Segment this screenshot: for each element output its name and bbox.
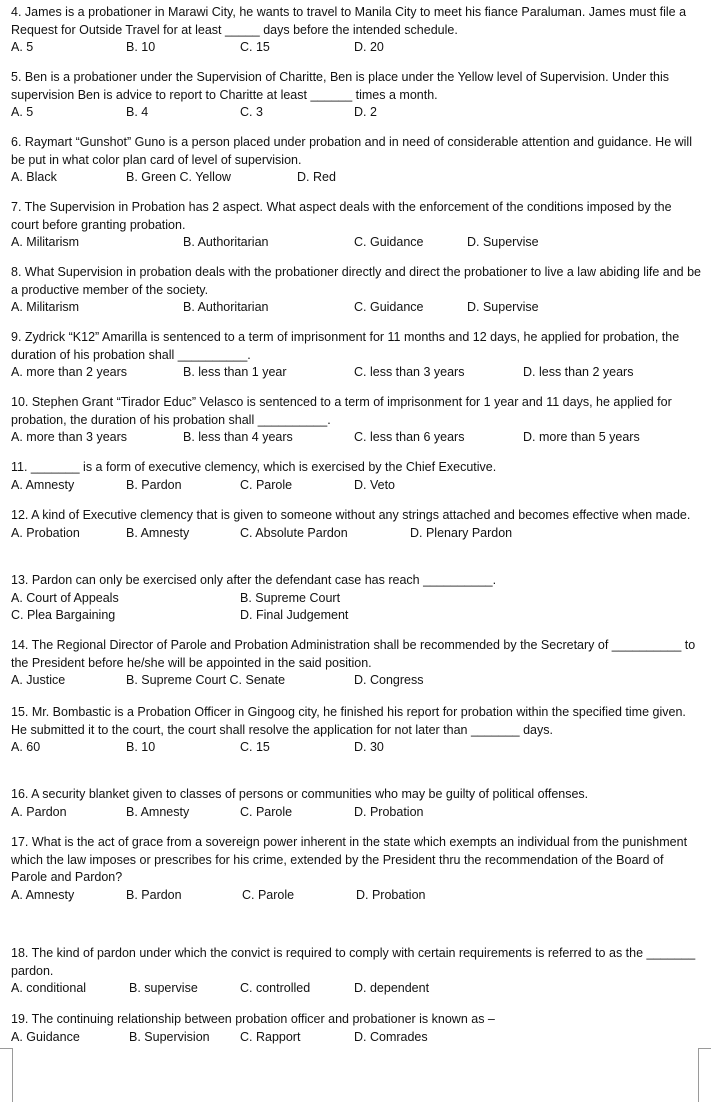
option-b: B. Authoritarian [183,235,269,249]
question-9 [11,329,701,382]
answer-options [11,804,701,822]
question-stem: 5. Ben is a probationer under the Supervision of Charitte, Ben is place under the Yellow level of Supervision. Under this supervision Ben is advice to report to Charitte at least ______ times a month. [11,70,670,102]
option-b: B. supervise [129,981,198,995]
option-d: D. Supervise [467,235,539,249]
option-c: C. controlled [240,981,311,995]
answer-options [11,672,701,690]
option-c: C. Parole [240,477,293,492]
option-b: B. 4 [126,105,149,119]
answer-options [11,104,701,122]
option-a: A. 5 [11,105,34,119]
answer-options [11,1029,701,1047]
option-d: D. dependent [354,981,430,995]
option-a: A. Court of Appeals [11,590,119,605]
question-4 [11,4,701,57]
answer-options [11,39,701,57]
option-b: B. 10 [126,40,156,54]
answer-options-row-1 [11,590,701,608]
page-corner-mark-right [698,1048,711,1102]
option-c: C. Rapport [240,1029,301,1044]
option-a: A. Amnesty [11,887,75,902]
option-b: B. Amnesty [126,525,190,540]
question-stem: 4. James is a probationer in Marawi City, he wants to travel to Manila City to meet his fiance Paraluman. James must file a Request for Outside Travel for at least _____ days before the intended schedule. [11,5,687,37]
option-d: D. 2 [354,105,377,119]
question-16 [11,786,701,821]
option-b: B. less than 1 year [183,365,287,379]
question-stem: 18. The kind of pardon under which the convict is required to comply with certain requirements is referred to as the _______ pardon. [11,946,696,978]
question-stem: 10. Stephen Grant “Tirador Educ” Velasco is sentenced to a term of imprisonment for 1 year and 11 days, he applied for probation, the duration of his probation shall __________. [11,395,672,427]
option-a: A. Militarism [11,300,80,314]
question-11 [11,459,701,494]
option-c: C. less than 6 years [354,430,465,444]
option-c: C. Absolute Pardon [240,525,348,540]
question-10 [11,394,701,447]
question-15 [11,704,701,757]
option-a: A. Guidance [11,1029,80,1044]
answer-options [11,525,701,543]
option-c: C. Guidance [354,300,424,314]
option-d: D. more than 5 years [523,430,640,444]
option-c: C. 15 [240,740,270,754]
option-b: B. Amnesty [126,804,190,819]
option-b: B. Supervision [129,1029,210,1044]
answer-options-row-2 [11,607,701,625]
option-a: A. more than 2 years [11,365,128,379]
question-8 [11,264,701,317]
option-a: A. Militarism [11,235,80,249]
option-d: D. Probation [356,887,426,902]
option-d: D. Final Judgement [240,608,349,622]
option-a: A. Probation [11,525,80,540]
question-13 [11,572,701,625]
answer-options [11,739,701,757]
question-stem: 15. Mr. Bombastic is a Probation Officer in Gingoog city, he finished his report for probation within the specified time given. He submitted it to the court, the court shall resolve the application for not later than _______ days. [11,705,686,737]
question-stem: 11. _______ is a form of executive clemency, which is exercised by the Chief Executive. [11,460,497,474]
question-17 [11,834,701,904]
option-a: A. Pardon [11,804,67,819]
answer-options [11,364,701,382]
question-stem: 9. Zydrick “K12” Amarilla is sentenced to a term of imprisonment for 11 months and 12 days, he applied for probation, the duration of his probation shall __________. [11,330,680,362]
question-stem: 17. What is the act of grace from a sovereign power inherent in the state which exempts an individual from the punishment which the law imposes or prescribes for his crime, extended by the President thru the recommendation of the Board of Parole and Pardon? [11,835,688,884]
question-19 [11,1011,701,1046]
question-stem: 19. The continuing relationship between probation officer and probationer is known as – [11,1012,495,1026]
option-a: A. Black [11,170,57,184]
option-c: C. Guidance [354,235,424,249]
option-d: D. Supervise [467,300,539,314]
option-d: D. Red [297,170,336,184]
option-d: D. Probation [354,804,424,819]
answer-options [11,429,701,447]
option-c: C. less than 3 years [354,365,465,379]
option-b: B. 10 [126,740,156,754]
question-stem: 13. Pardon can only be exercised only after the defendant case has reach __________. [11,573,497,587]
option-c: C. Parole [240,804,293,819]
option-a: A. conditional [11,981,87,995]
option-b: B. Pardon [126,477,182,492]
option-d: D. Veto [354,477,395,492]
answer-options [11,477,701,495]
question-stem: 7. The Supervision in Probation has 2 aspect. What aspect deals with the enforcement of the conditions imposed by the court before granting probation. [11,200,672,232]
question-5 [11,69,701,122]
question-14 [11,637,701,690]
option-a: A. 60 [11,740,41,754]
question-stem: 12. A kind of Executive clemency that is given to someone without any strings attached and becomes effective when made. [11,508,691,522]
option-c: C. Plea Bargaining [11,608,116,622]
answer-options [11,887,701,905]
option-d: D. Plenary Pardon [410,525,513,540]
option-d: D. 30 [354,740,384,754]
option-d: D. Congress [354,673,424,687]
option-c: C. 15 [240,40,270,54]
option-c: C. Parole [242,887,295,902]
option-d: D. 20 [354,40,384,54]
answer-options [11,234,701,252]
option-a: A. 5 [11,40,34,54]
option-b-c: B. Supreme Court C. Senate [126,673,286,687]
answer-options [11,299,701,317]
question-18 [11,945,701,998]
option-c: C. 3 [240,105,263,119]
option-d: D. Comrades [354,1029,428,1044]
question-stem: 16. A security blanket given to classes of persons or communities who may be guilty of political offenses. [11,787,589,801]
option-d: D. less than 2 years [523,365,634,379]
option-b: B. Pardon [126,887,182,902]
question-12 [11,507,701,542]
question-stem: 6. Raymart “Gunshot” Guno is a person placed under probation and in need of considerable attention and guidance. He will be put in what color plan card of level of supervision. [11,135,692,167]
answer-options [11,980,701,998]
answer-options [11,169,701,187]
question-stem: 14. The Regional Director of Parole and Probation Administration shall be recommended by the Secretary of __________ to the President before he/she will be appointed in the said position. [11,638,696,670]
question-7 [11,199,701,252]
option-b: B. Supreme Court [240,590,341,605]
option-a: A. more than 3 years [11,430,128,444]
page-corner-mark-left [0,1048,13,1102]
option-b: B. less than 4 years [183,430,293,444]
option-a: A. Amnesty [11,477,75,492]
option-b-c: B. Green C. Yellow [126,170,231,184]
question-6 [11,134,701,187]
option-a: A. Justice [11,673,66,687]
option-b: B. Authoritarian [183,300,269,314]
question-stem: 8. What Supervision in probation deals with the probationer directly and direct the probationer to live a law abiding life and be a productive member of the society. [11,265,701,297]
